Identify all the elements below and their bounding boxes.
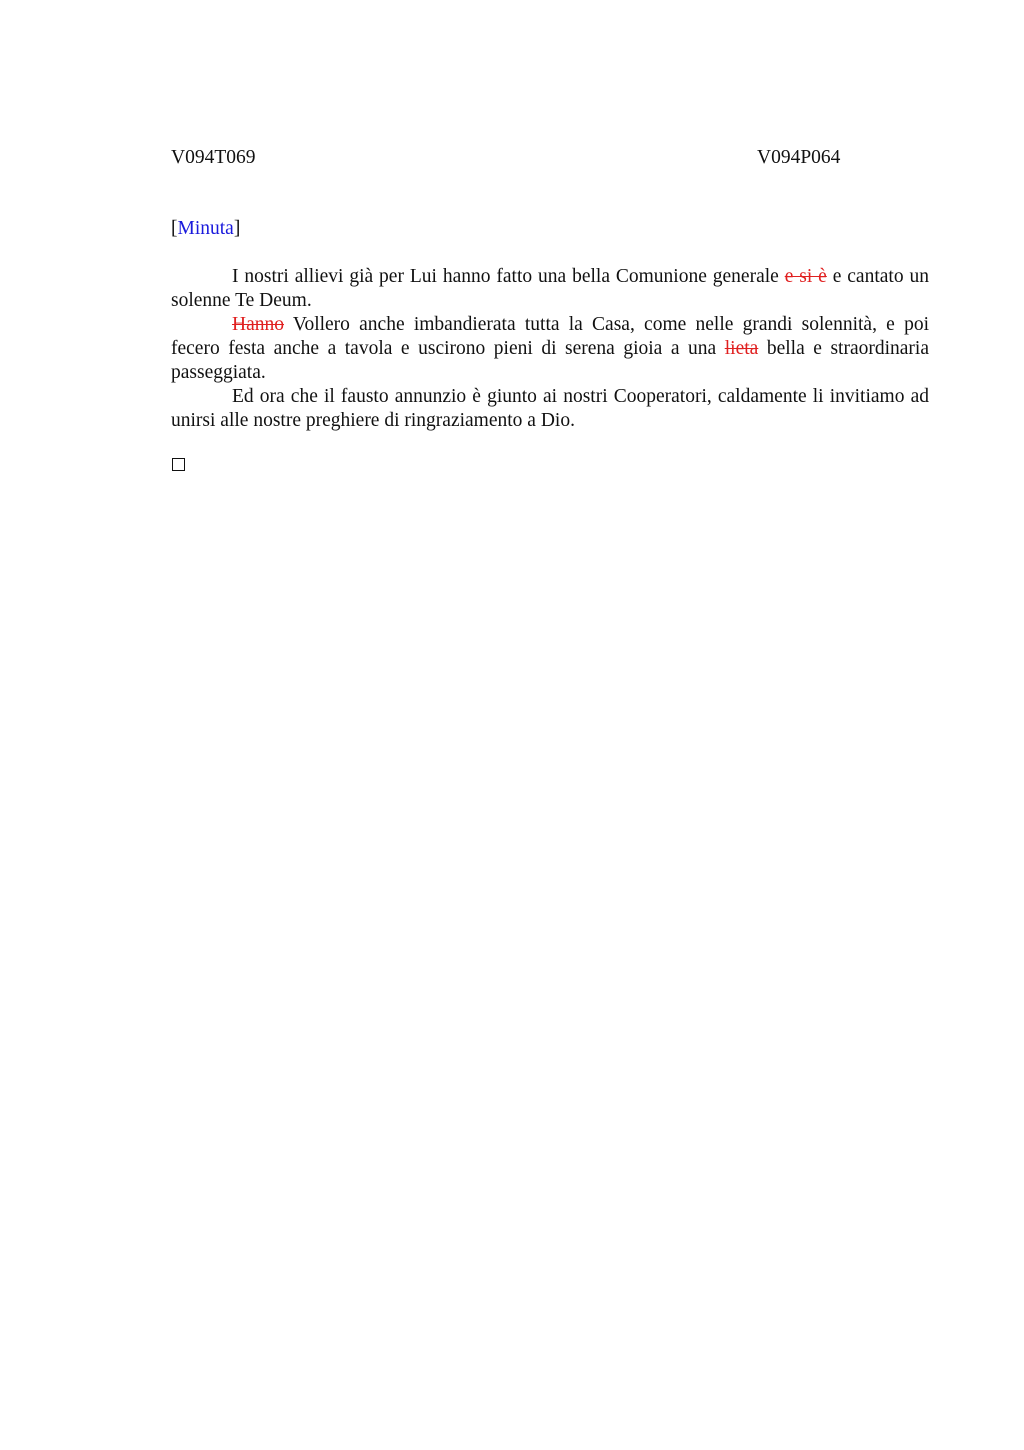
minuta-link[interactable]: Minuta — [177, 218, 234, 239]
paragraph-2-text-a: Vollero anche imbandierata tutta la Casa, come nelle grandi solennità, e poi fecero festa anche a tavola e uscirono pieni di serena gioia a una — [171, 314, 929, 359]
deleted-text: e si è — [784, 266, 827, 287]
paragraph-3: Ed ora che il fausto annunzio è giunto ai nostri Cooperatori, caldamente li invitiamo ad unirsi alle nostre preghiere di ringraziamento a Dio. — [171, 386, 929, 431]
paragraph-2 — [171, 313, 929, 385]
heading-close-bracket: ] — [233, 218, 241, 239]
document-code-right: V094P064 — [757, 147, 841, 168]
deleted-text: lieta — [724, 338, 759, 359]
document-body — [171, 265, 929, 433]
heading-open-bracket: [ — [171, 218, 178, 239]
paragraph-1-text-a: I nostri allievi già per Lui hanno fatto una bella Comunione generale — [232, 266, 785, 287]
document-code-left: V094T069 — [171, 147, 256, 168]
section-heading — [171, 218, 240, 240]
deleted-text: Hanno — [232, 314, 284, 335]
paragraph-1 — [171, 265, 929, 313]
paragraph-2-text-b: bella e straordinaria passeggiata. — [171, 338, 929, 383]
empty-square-icon — [172, 458, 185, 471]
paragraph-1-text-b: e cantato un solenne Te Deum. — [171, 266, 929, 311]
